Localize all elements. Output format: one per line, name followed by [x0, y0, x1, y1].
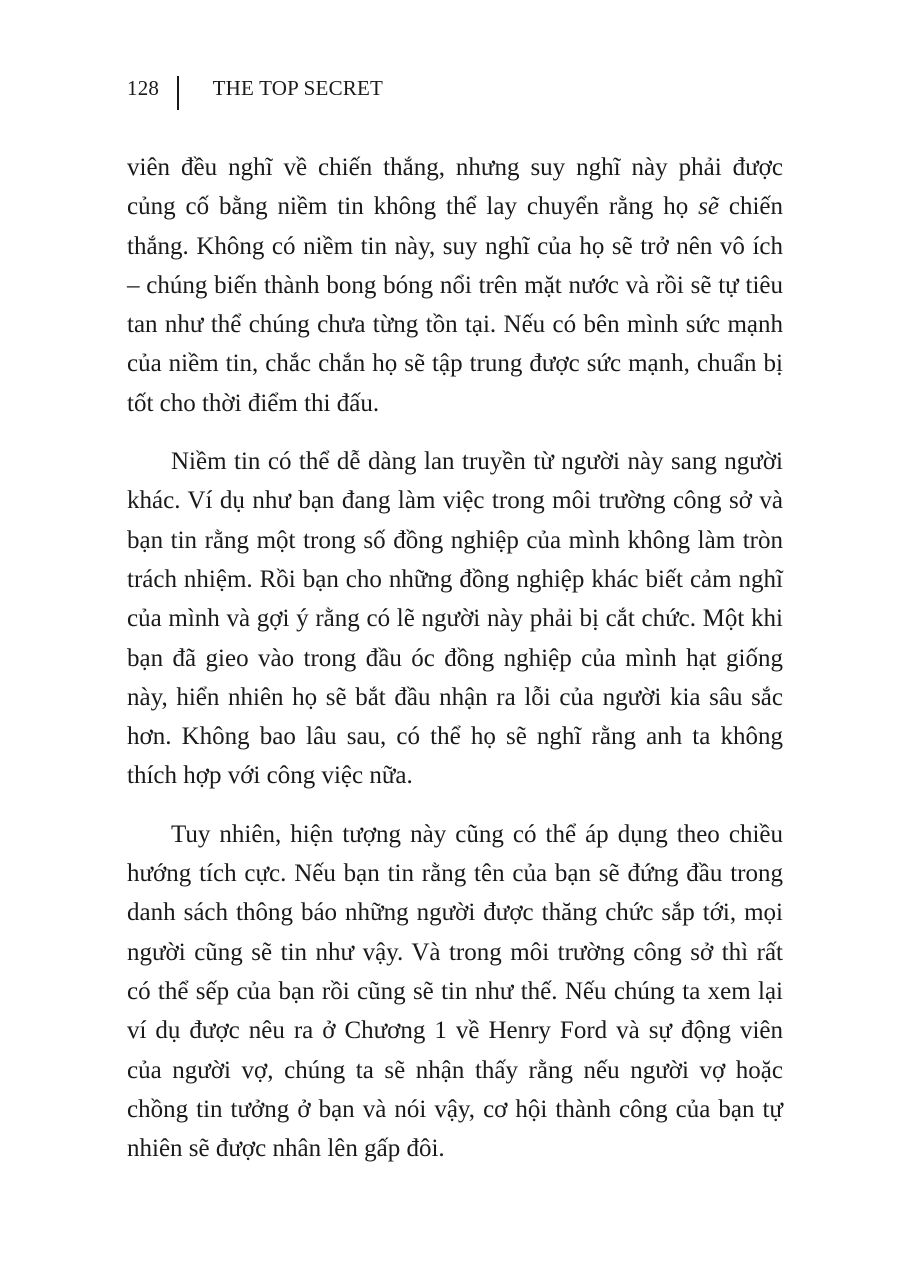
page-number: 128	[127, 76, 160, 100]
paragraph-1	[127, 148, 783, 423]
paragraph-1-text-start: viên đều nghĩ về chiến thắng, nhưng suy nghĩ này phải được củng cố bằng niềm tin không thể lay chuyển rằng họ	[127, 154, 783, 221]
paragraph-3: Tuy nhiên, hiện tượng này cũng có thể áp dụng theo chiều hướng tích cực. Nếu bạn tin rằng tên của bạn sẽ đứng đầu trong danh sách thông báo những người được thăng chức sắp tới, mọi người cũng sẽ tin như vậy. Và trong môi trường công sở thì rất có thể sếp của bạn rồi cũng sẽ tin như thế. Nếu chúng ta xem lại ví dụ được nêu ra ở Chương 1 về Henry Ford và sự động viên của người vợ, chúng ta sẽ nhận thấy rằng nếu người vợ hoặc chồng tin tưởng ở bạn và nói vậy, cơ hội thành công của bạn tự nhiên sẽ được nhân lên gấp đôi.	[127, 820, 783, 1163]
running-header	[127, 74, 383, 110]
body-text	[127, 148, 783, 1168]
emphasized-word: sẽ	[698, 193, 719, 221]
paragraph-2: Niềm tin có thể dễ dàng lan truyền từ người này sang người khác. Ví dụ như bạn đang làm việc trong môi trường công sở và bạn tin rằng một trong số đồng nghiệp của mình không làm tròn trách nhiệm. Rồi bạn cho những đồng nghiệp khác biết cảm nghĩ của mình và gợi ý rằng có lẽ người này phải bị cắt chức. Một khi bạn đã gieo vào trong đầu óc đồng nghiệp của mình hạt giống này, hiển nhiên họ sẽ bắt đầu nhận ra lỗi của người kia sâu sắc hơn. Không bao lâu sau, có thể họ sẽ nghĩ rằng anh ta không thích hợp với công việc nữa.	[127, 448, 783, 790]
book-title: THE TOP SECRET	[212, 76, 384, 100]
paragraph-1-text-end: chiến thắng. Không có niềm tin này, suy nghĩ của họ sẽ trở nên vô ích – chúng biến thành bong bóng nổi trên mặt nước và rồi sẽ tự tiêu tan như thể chúng chưa từng tồn tại. Nếu có bên mình sức mạnh của niềm tin, chắc chắn họ sẽ tập trung được sức mạnh, chuẩn bị tốt cho thời điểm thi đấu.	[127, 193, 783, 417]
